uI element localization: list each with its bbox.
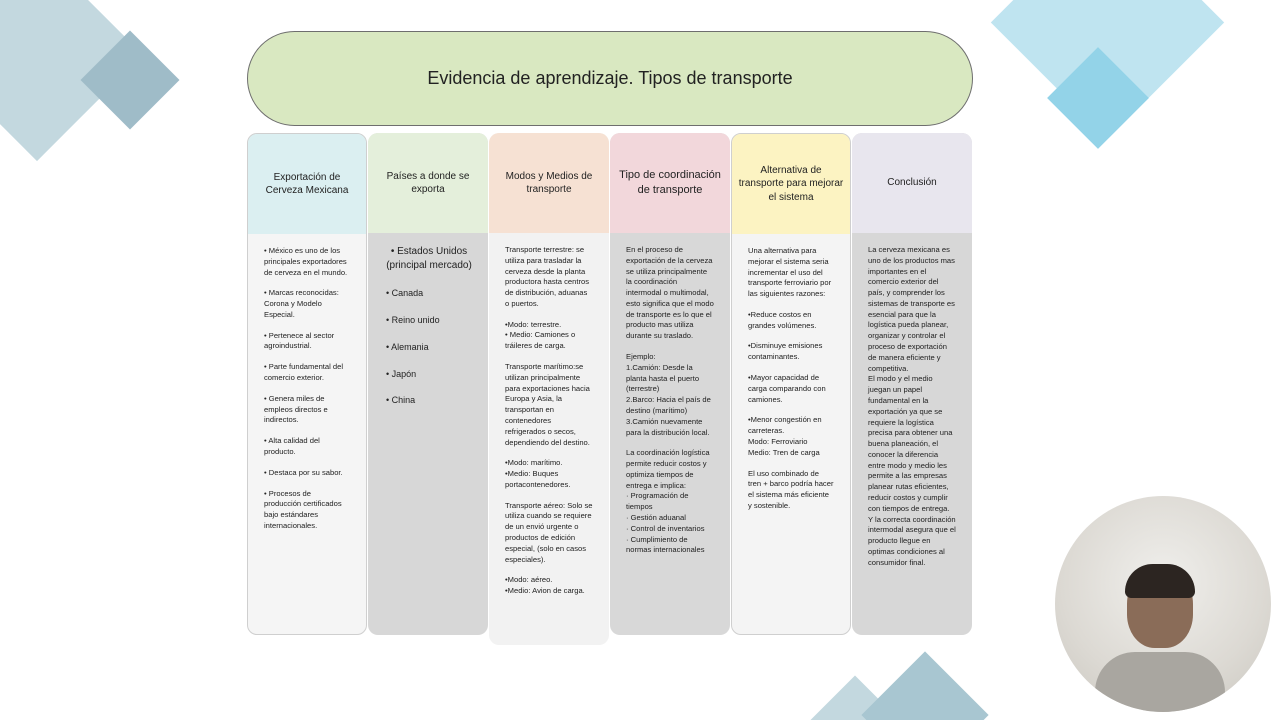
list-item: • China [386, 395, 416, 406]
slide-title-box [247, 31, 973, 126]
column-conclusion [852, 133, 972, 635]
column-header: Exportación de Cerveza Mexicana [248, 134, 366, 234]
webcam-overlay [1055, 496, 1271, 712]
column-header: Tipo de coordinación de transporte [610, 133, 730, 233]
column-body [852, 233, 972, 588]
slide-title: Evidencia de aprendizaje. Tipos de transporte [427, 68, 793, 88]
list-item: • Destaca por su sabor. [264, 467, 343, 477]
column-modos-medios [489, 133, 609, 645]
list-item: En el proceso de exportación de la cerveza se utiliza principalmente la coordinación intermodal o multimodal, esto significa que el modo de transporte es lo que el producto mas utiliza durante su traslado. [626, 245, 714, 341]
column-coordinacion [610, 133, 730, 635]
column-body [610, 233, 730, 576]
list-item: La coordinación logística permite reducir costos y optimiza tiempos de entrega e implica: · Programación de tiempos · Gestión aduanal · Control de inventarios · Cumplimiento de normas internacionales [626, 448, 710, 555]
list-item: •Mayor capacidad de carga comparando con camiones. [748, 373, 826, 404]
list-item: Una alternativa para mejorar el sistema seria incrementar el uso del transporte ferroviario por las siguientes razones: [748, 246, 832, 299]
decor-diamond [861, 651, 988, 720]
list-item: • Procesos de producción certificados bajo estándares internacionales. [264, 488, 342, 530]
list-item: •Modo: terrestre. • Medio: Camiones o tráileres de carga. [505, 319, 576, 351]
list-item: • Alta calidad del producto. [264, 436, 320, 456]
list-item: •Reduce costos en grandes volúmenes. [748, 309, 817, 330]
list-item: • Japón [386, 368, 417, 379]
column-exportacion [247, 133, 367, 635]
list-item: •Disminuye emisiones contaminantes. [748, 341, 823, 362]
list-item: Transporte terrestre: se utiliza para trasladar la cerveza desde la planta productora hasta centros de distribución, aduanas o puertos. [505, 245, 590, 308]
column-body [248, 234, 366, 552]
list-item: • Reino unido [386, 315, 440, 326]
list-item: La cerveza mexicana es uno de los productos mas importantes en el comercio exterior del país, y comprender los sistemas de transporte es esencial para que la logística pueda planear, organizar y controlar el proceso de exportación de manera eficiente y competitiva. El modo y el medio juegan un papel fundamental en la exportación ya que se requiere la logística precisa para obtener una buena planeación, el conocer la diferencia entre modo y medio les permite a las empresas planear rutas eficientes, reducir costos y cumplir con tiempos de entrega. Y la correcta coordinación intermodal asegura que el producto llegue en optimas condiciones al consumidor final. [868, 245, 956, 567]
list-item: • Alemania [386, 341, 429, 352]
column-header: Alternativa de transporte para mejorar el sistema [732, 134, 850, 234]
column-body [368, 233, 488, 431]
list-item: • Pertenece al sector agroindustrial. [264, 330, 335, 351]
list-item: Transporte marítimo:se utilizan principalmente para exportaciones hacia Europa y Asia, la transportan en contenedores refrigerados o secos, dependiendo del destino. [505, 362, 590, 447]
list-item: • Canada [386, 288, 424, 299]
list-item: • Genera miles de empleos directos e indirectos. [264, 393, 328, 425]
list-item: Ejemplo: 1.Camión: Desde la planta hasta el puerto (terrestre) 2.Barco: Hacia el país de destino (marítimo) 3.Camión nuevamente para la distribución local. [626, 352, 711, 437]
column-body [732, 234, 850, 532]
column-paises [368, 133, 488, 635]
presenter-avatar [1105, 568, 1215, 712]
list-item: • México es uno de los principales exportadores de cerveza en el mundo. [264, 246, 348, 277]
list-item: •Modo: aéreo. •Medio: Avion de carga. [505, 575, 585, 596]
list-item: • Estados Unidos (principal mercado) [386, 246, 472, 272]
column-header: Conclusión [852, 133, 972, 233]
column-body [489, 233, 609, 617]
list-item: El uso combinado de tren + barco podría hacer el sistema más eficiente y sostenible. [748, 468, 834, 510]
list-item: Transporte aéreo: Solo se utiliza cuando se requiere de un envió urgente o productos de edición especial, (solo en casos especiales). [505, 500, 593, 564]
list-item: •Modo: marítimo. •Medio: Buques portacontenedores. [505, 458, 571, 489]
list-item: •Menor congestión en carreteras. Modo: Ferroviario Medio: Tren de carga [748, 415, 822, 457]
list-item: • Parte fundamental del comercio exterior. [264, 362, 344, 383]
column-alternativa [731, 133, 851, 635]
column-header: Países a donde se exporta [368, 133, 488, 233]
list-item: • Marcas reconocidas: Corona y Modelo Especial. [264, 288, 339, 319]
column-header: Modos y Medios de transporte [489, 133, 609, 233]
